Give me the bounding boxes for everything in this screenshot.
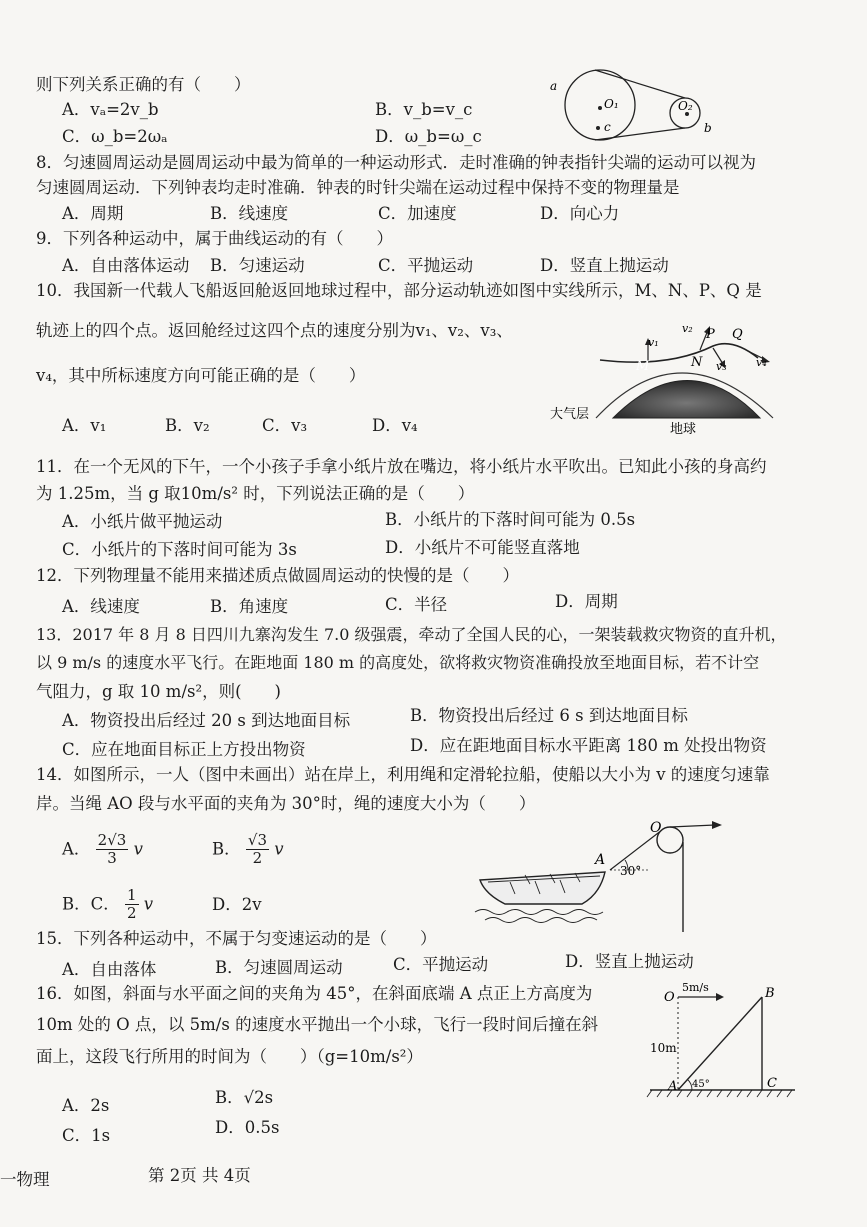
label-height: 10m — [650, 1041, 677, 1055]
q8-option-a: A．周期 — [62, 204, 124, 223]
q8-option-d: D．向心力 — [540, 204, 620, 223]
q13-option-d: D．应在距地面目标水平距离 180 m 处投出物资 — [410, 736, 767, 755]
q13-option-a: A．物资投出后经过 20 s 到达地面目标 — [62, 711, 351, 730]
q13-line-1: 13．2017 年 8 月 8 日四川九寨沟发生 7.0 级强震，牵动了全国人民的心，一架装载救灾物资的直升机， — [36, 625, 787, 644]
q7-option-a: A．vₐ=2v_b — [62, 100, 159, 119]
label-b: b — [704, 121, 712, 135]
label-c: c — [604, 120, 611, 134]
q14-option-a-label: A． — [62, 839, 91, 859]
q9-stem: 9．下列各种运动中，属于曲线运动的有（ ） — [36, 229, 393, 248]
q8-option-c: C．加速度 — [378, 204, 457, 223]
large-wheel — [565, 70, 635, 140]
label-v3: v₃ — [716, 360, 727, 373]
q9-option-b: B．匀速运动 — [210, 256, 305, 275]
q16-incline-figure — [640, 975, 800, 1105]
water — [475, 910, 603, 923]
trajectory — [600, 344, 758, 362]
label-angle: 30° — [620, 864, 642, 878]
q7-pulley-figure — [540, 70, 720, 150]
q14-option-c-denominator: 2 — [127, 904, 137, 923]
q14-option-b-var: v — [274, 839, 284, 859]
q15-stem: 15．下列各种运动中，不属于匀变速运动的是（ ） — [36, 929, 437, 948]
q10-option-b: B．v₂ — [165, 416, 210, 435]
q8-line-1: 8．匀速圆周运动是圆周运动中最为简单的一种运动形式．走时准确的钟表指针尖端的运动可以视为 — [36, 153, 756, 172]
q14-option-b-fraction — [246, 832, 269, 868]
q11-line-1: 11．在一个无风的下午，一个小孩子手拿小纸片放在嘴边，将小纸片水平吹出。已知此小孩的身高约 — [36, 457, 767, 476]
q10-option-a: A．v₁ — [62, 416, 107, 435]
label-o: O — [664, 990, 675, 1005]
q14-option-c-var: v — [143, 894, 154, 914]
belt-top — [595, 70, 685, 98]
q8-option-b: B．线速度 — [210, 204, 289, 223]
label-v1: v₁ — [648, 336, 659, 349]
q14-option-b — [212, 832, 284, 868]
q7-option-c: C．ω_b=2ωₐ — [62, 127, 168, 146]
q15-option-b: B．匀速圆周运动 — [215, 958, 343, 977]
q12-stem: 12．下列物理量不能用来描述质点做圆周运动的快慢的是（ ） — [36, 566, 519, 585]
rope-pull — [670, 825, 715, 827]
label-v2: v₂ — [682, 322, 693, 335]
q14-option-a-denominator: 3 — [107, 849, 117, 868]
q15-option-a: A．自由落体 — [62, 960, 157, 979]
q13-option-c: C．应在地面目标正上方投出物资 — [62, 740, 306, 759]
q11-option-a: A．小纸片做平抛运动 — [62, 512, 223, 531]
label-o2: O₂ — [678, 99, 693, 113]
q12-option-b: B．角速度 — [210, 597, 289, 616]
label-a: a — [550, 79, 558, 93]
q9-option-d: D．竖直上抛运动 — [540, 256, 669, 275]
q9-option-a: A．自由落体运动 — [62, 256, 190, 275]
q14-line-1: 14．如图所示，一人（图中未画出）站在岸上，利用绳和定滑轮拉船，使船以大小为 v 的速度匀速靠 — [36, 765, 770, 784]
q11-option-c: C．小纸片的下落时间可能为 3s — [62, 540, 297, 559]
q16-option-a: A．2s — [62, 1096, 110, 1115]
label-q: Q — [732, 327, 743, 342]
q7-option-b: B．v_b=v_c — [375, 100, 473, 119]
q14-option-c — [62, 887, 153, 923]
q11-line-2: 为 1.25m，当 g 取10m/s² 时，下列说法正确的是（ ） — [36, 484, 475, 503]
q8-line-2: 匀速圆周运动．下列钟表均走时准确．钟表的时针尖端在运动过程中保持不变的物理量是 — [36, 178, 680, 197]
q12-option-c: C．半径 — [385, 595, 448, 614]
q7-stem: 则下列关系正确的有（ ） — [36, 75, 251, 94]
q12-option-d: D．周期 — [555, 592, 618, 611]
label-p: P — [706, 327, 715, 342]
q16-option-d: D．0.5s — [215, 1118, 280, 1137]
q11-option-b: B．小纸片的下落时间可能为 0.5s — [385, 510, 636, 529]
q10-line-1: 10．我国新一代载人飞船返回舱返回地球过程中，部分运动轨迹如图中实线所示，M、N、P、Q 是 — [36, 281, 762, 300]
q14-boat-figure — [470, 812, 740, 937]
label-atmosphere: 大气层 — [550, 407, 590, 422]
q10-line-3: v₄，其中所标速度方向可能正确的是（ ） — [36, 366, 366, 385]
q16-option-c: C．1s — [62, 1126, 111, 1145]
q10-option-c: C．v₃ — [262, 416, 308, 435]
q14-option-d: D．2v — [212, 895, 262, 914]
q14-option-c-fraction — [125, 887, 139, 923]
q16-line-3: 面上，这段飞行所用的时间为（ ）（g=10m/s²） — [36, 1047, 423, 1066]
q15-option-c: C．平抛运动 — [393, 955, 489, 974]
q14-option-b-label: B． — [212, 839, 241, 859]
q13-option-b: B．物资投出后经过 6 s 到达地面目标 — [410, 706, 688, 725]
label-o: O — [650, 820, 662, 836]
q13-line-3: 气阻力，g 取 10 m/s²，则( ) — [36, 682, 281, 701]
label-n: N — [691, 355, 703, 370]
q14-option-a-fraction — [96, 832, 129, 868]
footer-page-number: 第 2页 共 4页 — [148, 1166, 251, 1185]
q14-line-2: 岸。当绳 AO 段与水平面的夹角为 30°时，绳的速度大小为（ ） — [36, 794, 536, 813]
q9-option-c: C．平抛运动 — [378, 256, 474, 275]
q16-option-b: B．√2s — [215, 1088, 274, 1107]
q12-option-a: A．线速度 — [62, 597, 140, 616]
q10-line-2: 轨迹上的四个点。返回舱经过这四个点的速度分别为v₁、v₂、v₃、 — [36, 321, 513, 340]
q14-option-a-numerator: 2√3 — [97, 831, 127, 849]
label-earth: 地球 — [670, 422, 697, 437]
q14-option-a-var: v — [133, 839, 143, 859]
incline-ab — [678, 997, 762, 1090]
q11-option-d: D．小纸片不可能竖直落地 — [385, 538, 580, 557]
q16-line-1: 16．如图，斜面与水平面之间的夹角为 45°，在斜面底端 A 点正上方高度为 — [36, 984, 593, 1003]
label-o1: O₁ — [604, 97, 619, 111]
q14-option-c-label: B．C． — [62, 894, 120, 914]
q16-line-2: 10m 处的 O 点，以 5m/s 的速度水平抛出一个小球，飞行一段时间后撞在斜 — [36, 1015, 599, 1034]
q10-option-d: D．v₄ — [372, 416, 418, 435]
label-c: C — [767, 1076, 777, 1091]
q14-option-a — [62, 832, 143, 868]
label-angle: 45° — [692, 1079, 710, 1090]
q15-option-d: D．竖直上抛运动 — [565, 952, 694, 971]
label-b: B — [765, 986, 775, 1001]
q10-reentry-figure — [548, 318, 788, 438]
q14-option-c-numerator: 1 — [127, 886, 137, 904]
label-m: M — [636, 359, 650, 374]
label-a: A — [668, 1079, 678, 1094]
label-a: A — [595, 852, 606, 868]
footer-subject: 一物理 — [0, 1170, 50, 1189]
q13-line-2: 以 9 m/s 的速度水平飞行。在距地面 180 m 的高度处，欲将救灾物资准确投放至地面目标，若不计空 — [36, 653, 760, 672]
label-speed: 5m/s — [682, 981, 709, 994]
q14-option-b-denominator: 2 — [252, 849, 263, 868]
label-v4: v₄ — [756, 356, 767, 369]
q7-option-d: D．ω_b=ω_c — [375, 127, 482, 146]
q14-option-b-numerator: √3 — [247, 831, 267, 849]
